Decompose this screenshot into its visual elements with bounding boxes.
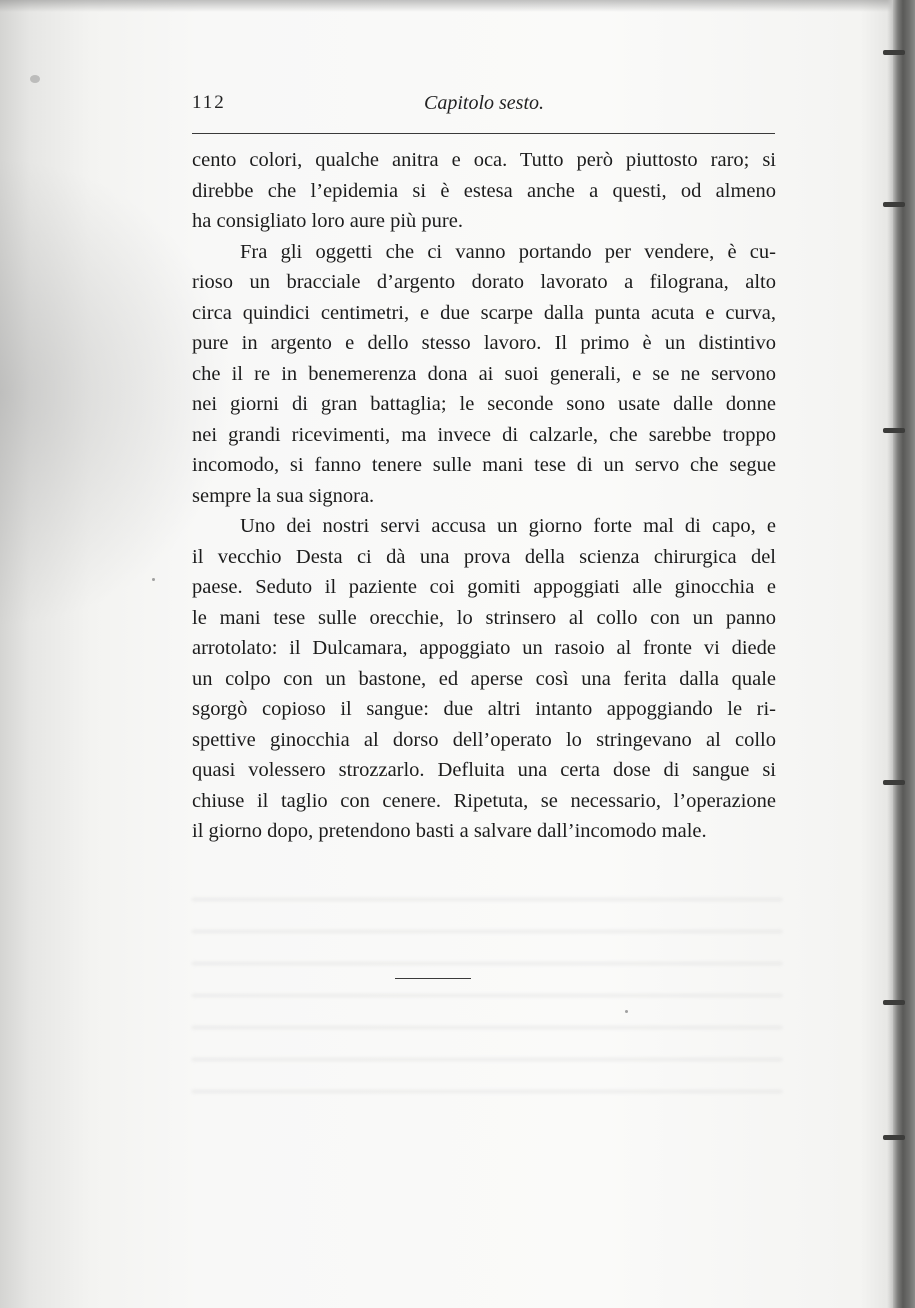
page-top-shadow: [0, 0, 915, 12]
paragraph: [192, 237, 776, 512]
bleed-through-line: [192, 930, 782, 933]
section-end-rule: [395, 978, 471, 979]
text-line: paese. Seduto il paziente coi gomiti appoggiati alle ginocchia e: [192, 576, 776, 598]
chapter-title: Capitolo sesto.: [423, 92, 544, 114]
bleed-through-line: [192, 1026, 782, 1029]
bleed-through-line: [192, 898, 782, 901]
binding-stitch: [883, 1000, 905, 1005]
binding-stitch: [883, 50, 905, 55]
running-head: [192, 92, 776, 120]
text-line: pure in argento e dello stesso lavoro. Il primo è un distintivo: [192, 332, 776, 354]
text-line: spettive ginocchia al dorso dell’operato lo stringevano al collo: [192, 728, 776, 751]
bleed-through-line: [192, 994, 782, 997]
text-line: le mani tese sulle orecchie, lo strinsero al collo con un panno: [192, 606, 776, 629]
text-line: Uno dei nostri servi accusa un giorno forte mal di capo, e: [240, 515, 776, 537]
text-line: cento colori, qualche anitra e oca. Tutto però piuttosto raro; si: [192, 149, 776, 171]
paragraph: [192, 145, 776, 237]
book-binding: [893, 0, 915, 1308]
text-line: incomodo, si fanno tenere sulle mani tese di un servo che segue: [192, 454, 776, 476]
binding-stitch: [883, 780, 905, 785]
bleed-through-line: [192, 1090, 782, 1093]
paper-speck: [152, 578, 155, 581]
bleed-through-line: [192, 962, 782, 965]
text-line: sgorgò copioso il sangue: due altri intanto appoggiando le ri-: [192, 698, 776, 720]
paper-stain: [30, 75, 40, 83]
text-line: quasi volessero strozzarlo. Defluita una certa dose di sangue si: [192, 759, 776, 781]
text-line: rioso un bracciale d’argento dorato lavorato a filograna, alto: [192, 271, 776, 293]
page-number: 112: [192, 92, 226, 113]
text-line: direbbe che l’epidemia si è estesa anche a questi, od almeno: [192, 179, 776, 202]
text-line: nei giorni di gran battaglia; le seconde sono usate dalle donne: [192, 393, 776, 415]
text-line: il vecchio Desta ci dà una prova della scienza chirurgica del: [192, 545, 776, 568]
text-line: nei grandi ricevimenti, ma invece di calzarle, che sarebbe troppo: [192, 423, 776, 446]
text-line: il giorno dopo, pretendono basti a salvare dall’incomodo male.: [192, 820, 707, 842]
text-line: un colpo con un bastone, ed aperse così una ferita dalla quale: [192, 667, 776, 690]
text-line: chiuse il taglio con cenere. Ripetuta, se necessario, l’operazione: [192, 789, 776, 812]
binding-stitch: [883, 1135, 905, 1140]
text-line: circa quindici centimetri, e due scarpe dalla punta acuta e curva,: [192, 301, 776, 324]
text-line: ha consigliato loro aure più pure.: [192, 210, 463, 232]
text-line: Fra gli oggetti che ci vanno portando per vendere, è cu-: [240, 240, 776, 263]
bleed-through-line: [192, 1058, 782, 1061]
binding-stitch: [883, 202, 905, 207]
body-text: [192, 145, 776, 847]
binding-stitch: [883, 428, 905, 433]
header-rule: [192, 133, 775, 134]
paragraph: [192, 511, 776, 847]
paper-speck: [625, 1010, 628, 1013]
text-line: che il re in benemerenza dona ai suoi generali, e se ne servono: [192, 362, 776, 385]
text-line: arrotolato: il Dulcamara, appoggiato un rasoio al fronte vi diede: [192, 637, 776, 659]
text-line: sempre la sua signora.: [192, 484, 375, 507]
